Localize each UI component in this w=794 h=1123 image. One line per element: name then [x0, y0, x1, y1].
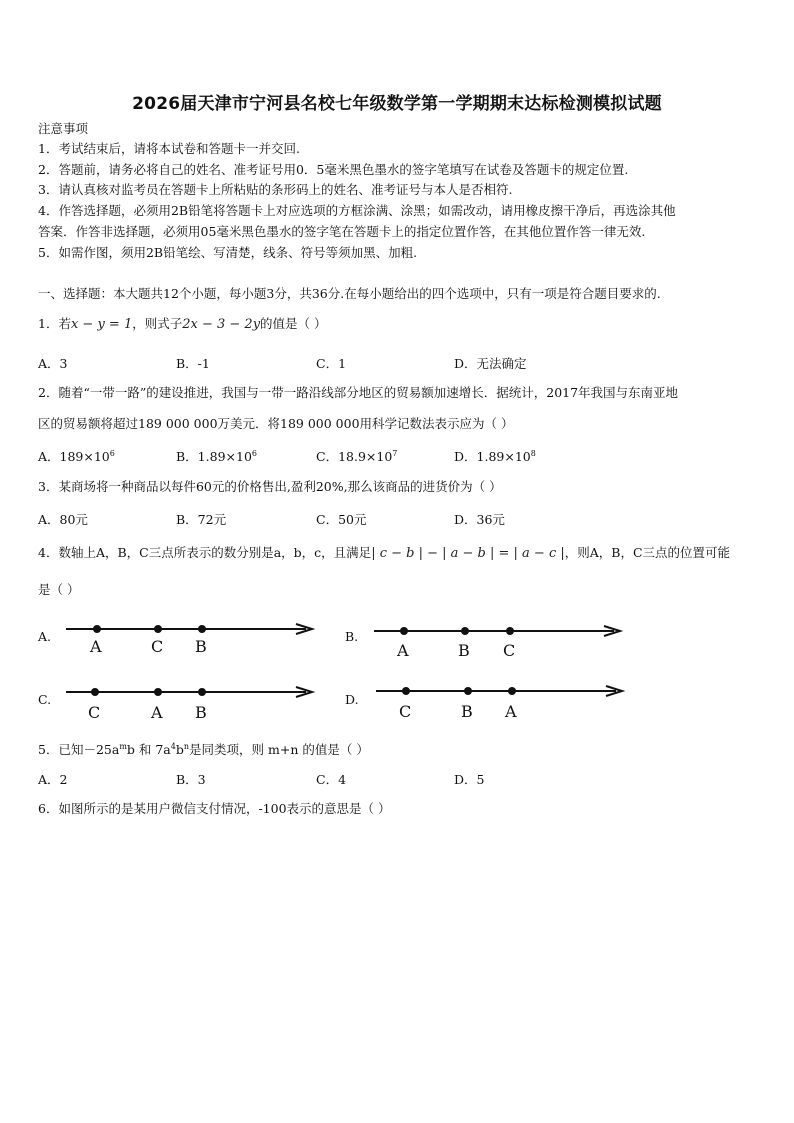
question-6: 6．如图所示的是某用户微信支付情况，-100表示的意思是（ ） [38, 801, 391, 816]
point-label: C [88, 703, 101, 722]
notice-item: 2．答题前，请务必将自己的姓名、准考证号用0．5毫米黑色墨水的签字笔填写在试卷及答题卡的规定位置. [38, 162, 629, 177]
point-label: B [461, 702, 473, 721]
point-label: C [151, 637, 164, 656]
point-label: A [151, 703, 163, 722]
q4-option-a-label[interactable]: A. [38, 629, 52, 644]
notice-item: 3．请认真核对监考员在答题卡上所粘贴的条形码上的姓名、准考证号与本人是否相符. [38, 182, 513, 197]
q2-option-c[interactable]: C．$18.9\times 10^7$ [316, 449, 398, 464]
point-dot [93, 625, 101, 633]
notice-heading: 注意事项 [38, 121, 89, 136]
point-label: B [458, 641, 470, 660]
q5-options [38, 770, 738, 786]
question-5: 5．已知$-25a^mb$ 和 $7a^4b^n$是同类项，则 m+n 的值是（ ） [38, 742, 369, 757]
number-line [66, 624, 312, 634]
number-line [374, 626, 620, 636]
page-title: 2026届天津市宁河县名校七年级数学第一学期期末达标检测模拟试题 [132, 94, 662, 114]
point-dot [154, 688, 162, 696]
point-label: A [505, 702, 517, 721]
number-line [376, 686, 622, 696]
point-dot [506, 627, 514, 635]
question-1 [38, 316, 327, 333]
notice-item: 4．作答选择题，必须用2B铅笔将答题卡上对应选项的方框涂满、涂黑；如需改动，请用橡皮擦干净后，再选涂其他 [38, 203, 676, 218]
point-label: C [503, 641, 516, 660]
q1-suffix: 的值是（ ） [260, 316, 327, 331]
q3-option-d[interactable]: D．36元 [454, 512, 505, 527]
point-label: B [195, 703, 207, 722]
section-heading: 一、选择题：本大题共12个小题，每小题3分，共36分.在每小题给出的四个选项中，只有一项是符合题目要求的. [38, 286, 661, 301]
point-dot [91, 688, 99, 696]
q4-option-d-label[interactable]: D. [345, 692, 359, 707]
point-dot [508, 687, 516, 695]
q2-option-d[interactable]: D．$1.89\times 10^8$ [454, 449, 536, 464]
q4-option-c-label[interactable]: C. [38, 692, 52, 707]
point-label: A [397, 641, 409, 660]
question-3: 3．某商场将一种商品以每件60元的价格售出,盈利20%,那么该商品的进货价为（ ） [38, 479, 502, 494]
q5-option-c[interactable]: C．4 [316, 772, 347, 787]
point-dot [198, 688, 206, 696]
q3-option-c[interactable]: C．50元 [316, 512, 367, 527]
point-label: A [90, 637, 102, 656]
q5-option-d[interactable]: D．5 [454, 772, 485, 787]
q3-options [38, 510, 738, 526]
q5-option-b[interactable]: B．3 [176, 772, 206, 787]
question-2-line-1: 2．随着“一带一路”的建设推进，我国与一带一路沿线部分地区的贸易额加速增长．据统计，2017年我国与东南亚地 [38, 385, 679, 400]
point-dot [461, 627, 469, 635]
notice-item: 1．考试结束后，请将本试卷和答题卡一并交回. [38, 141, 300, 156]
q3-option-b[interactable]: B．72元 [176, 512, 227, 527]
notice-item: 答案．作答非选择题，必须用05毫米黑色墨水的签字笔在答题卡上的指定位置作答，在其他位置作答一律无效. [38, 224, 646, 239]
question-2-line-2: 区的贸易额将超过189 000 000万美元．将189 000 000用科学记数法表示应为（ ） [38, 416, 514, 431]
point-dot [198, 625, 206, 633]
q1-condition: x − y = 1 [70, 317, 133, 332]
point-label: C [399, 702, 412, 721]
q4-suffix: ，则A，B，C三点的位置可能 [564, 545, 731, 560]
q1-expression: 2x − 3 − 2y [182, 317, 261, 332]
point-label: B [195, 637, 207, 656]
question-4-line-2: 是（ ） [38, 582, 80, 597]
q1-option-b[interactable]: B．-1 [176, 356, 210, 371]
point-dot [464, 687, 472, 695]
q4-option-b-label[interactable]: B. [345, 629, 359, 644]
q1-option-c[interactable]: C．1 [316, 356, 347, 371]
point-dot [154, 625, 162, 633]
q1-option-d[interactable]: D．无法确定 [454, 356, 527, 371]
question-4-line-1 [38, 545, 730, 562]
notice-item: 5．如需作图，须用2B铅笔绘、写清楚，线条、符号等须加黑、加粗. [38, 245, 418, 260]
q3-option-a[interactable]: A．80元 [38, 512, 88, 527]
number-line [66, 687, 312, 697]
q1-options [38, 354, 738, 370]
point-dot [402, 687, 410, 695]
q1-prefix: 1．若 [38, 316, 71, 331]
point-dot [400, 627, 408, 635]
q2-option-b[interactable]: B．$1.89\times 10^6$ [176, 449, 257, 464]
q2-options [38, 447, 738, 463]
q1-mid: ，则式子 [132, 316, 183, 331]
q4-condition: | c − b | − | a − b | = | a − c | [371, 546, 565, 561]
q4-prefix: 4．数轴上A，B，C三点所表示的数分别是a，b，c，且满足 [38, 545, 372, 560]
q5-option-a[interactable]: A．2 [38, 772, 68, 787]
q1-option-a[interactable]: A．3 [38, 356, 68, 371]
q2-option-a[interactable]: A．$189\times 10^6$ [38, 449, 115, 464]
